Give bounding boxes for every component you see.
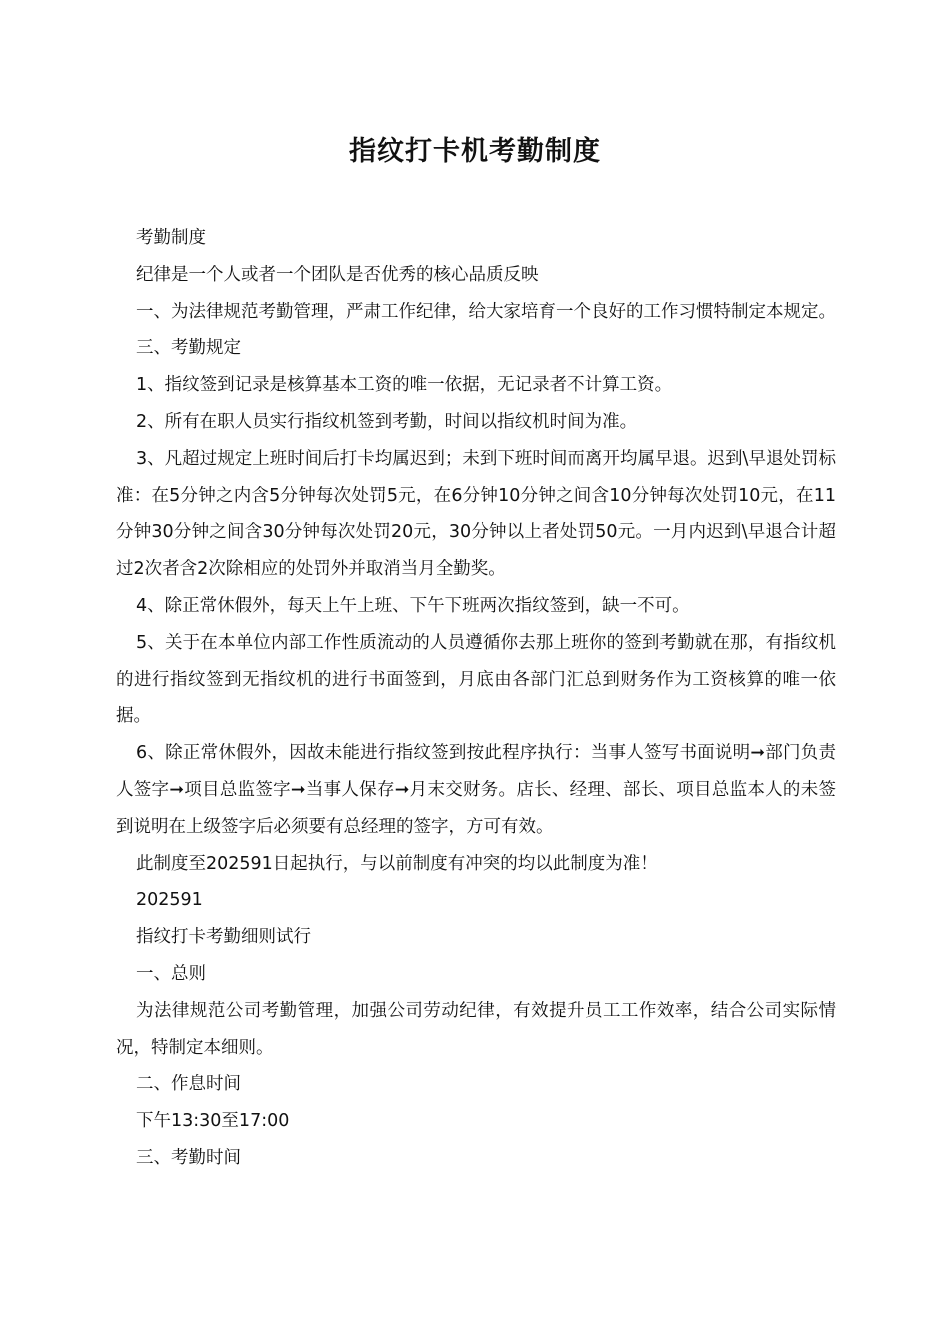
paragraph-rule-4: 4、除正常休假外，每天上午上班、下午下班两次指纹签到，缺一不可。 [136,595,690,616]
paragraph-rule-1: 1、指纹签到记录是核算基本工资的唯一依据，无记录者不计算工资。 [136,375,673,396]
paragraph-rule-5: 5、关于在本单位内部工作性质流动的人员遵循你去那上班你的签到考勤就在那，有指纹机的进行指纹签到无指纹机的进行书面签到，月底由各部门汇总到财务作为工资核算的唯一依据。 [116,632,836,727]
paragraph-rule-6: 6、除正常休假外，因故未能进行指纹签到按此程序执行：当事人签写书面说明➞部门负责人签字➞项目总监签字➞当事人保存➞月末交财务。店长、经理、部长、项目总监本人的未签到说明在上级签字后必须要有总经理的签字，方可有效。 [116,743,836,837]
paragraph-section-attendance-time: 三、考勤时间 [136,1147,241,1168]
paragraph-general-text: 为法律规范公司考勤管理，加强公司劳动纪律，有效提升员工工作效率，结合公司实际情况，特制定本细则。 [116,1000,836,1058]
paragraph-purpose: 一、为法律规范考勤管理，严肃工作纪律，给大家培育一个良好的工作习惯特制定本规定。 [136,301,836,322]
paragraph-effective-date: 此制度至202591日起执行，与以前制度有冲突的均以此制度为准！ [136,853,658,874]
paragraph-discipline: 纪律是一个人或者一个团队是否优秀的核心品质反映 [136,264,539,285]
paragraph-section-general: 一、总则 [136,963,206,984]
paragraph-section-schedule: 二、作息时间 [136,1074,241,1095]
paragraph-rule-2: 2、所有在职人员实行指纹机签到考勤，时间以指纹机时间为准。 [136,411,638,432]
paragraph-section-rules: 三、考勤规定 [136,338,241,359]
document-title: 指纹打卡机考勤制度 [349,136,601,167]
paragraph-schedule-afternoon: 下午13:30至17:00 [136,1111,290,1132]
paragraph-subtitle-trial: 指纹打卡考勤细则试行 [136,927,311,948]
paragraph-rule-3: 3、凡超过规定上班时间后打卡均属迟到；未到下班时间而离开均属早退。迟到\早退处罚标准：在5分钟之内含5分钟每次处罚5元，在6分钟10分钟之间含10分钟每次处罚10元，在11分钟30分钟之间含30分钟每次处罚20元，30分钟以上者处罚50元。一月内迟到\早退合计超过2次者含2次除相应的处罚外并取消当月全勤奖。 [116,448,836,580]
paragraph-date: 202591 [136,890,203,911]
paragraph-heading-attendance: 考勤制度 [136,228,206,248]
document-body [116,220,836,1177]
